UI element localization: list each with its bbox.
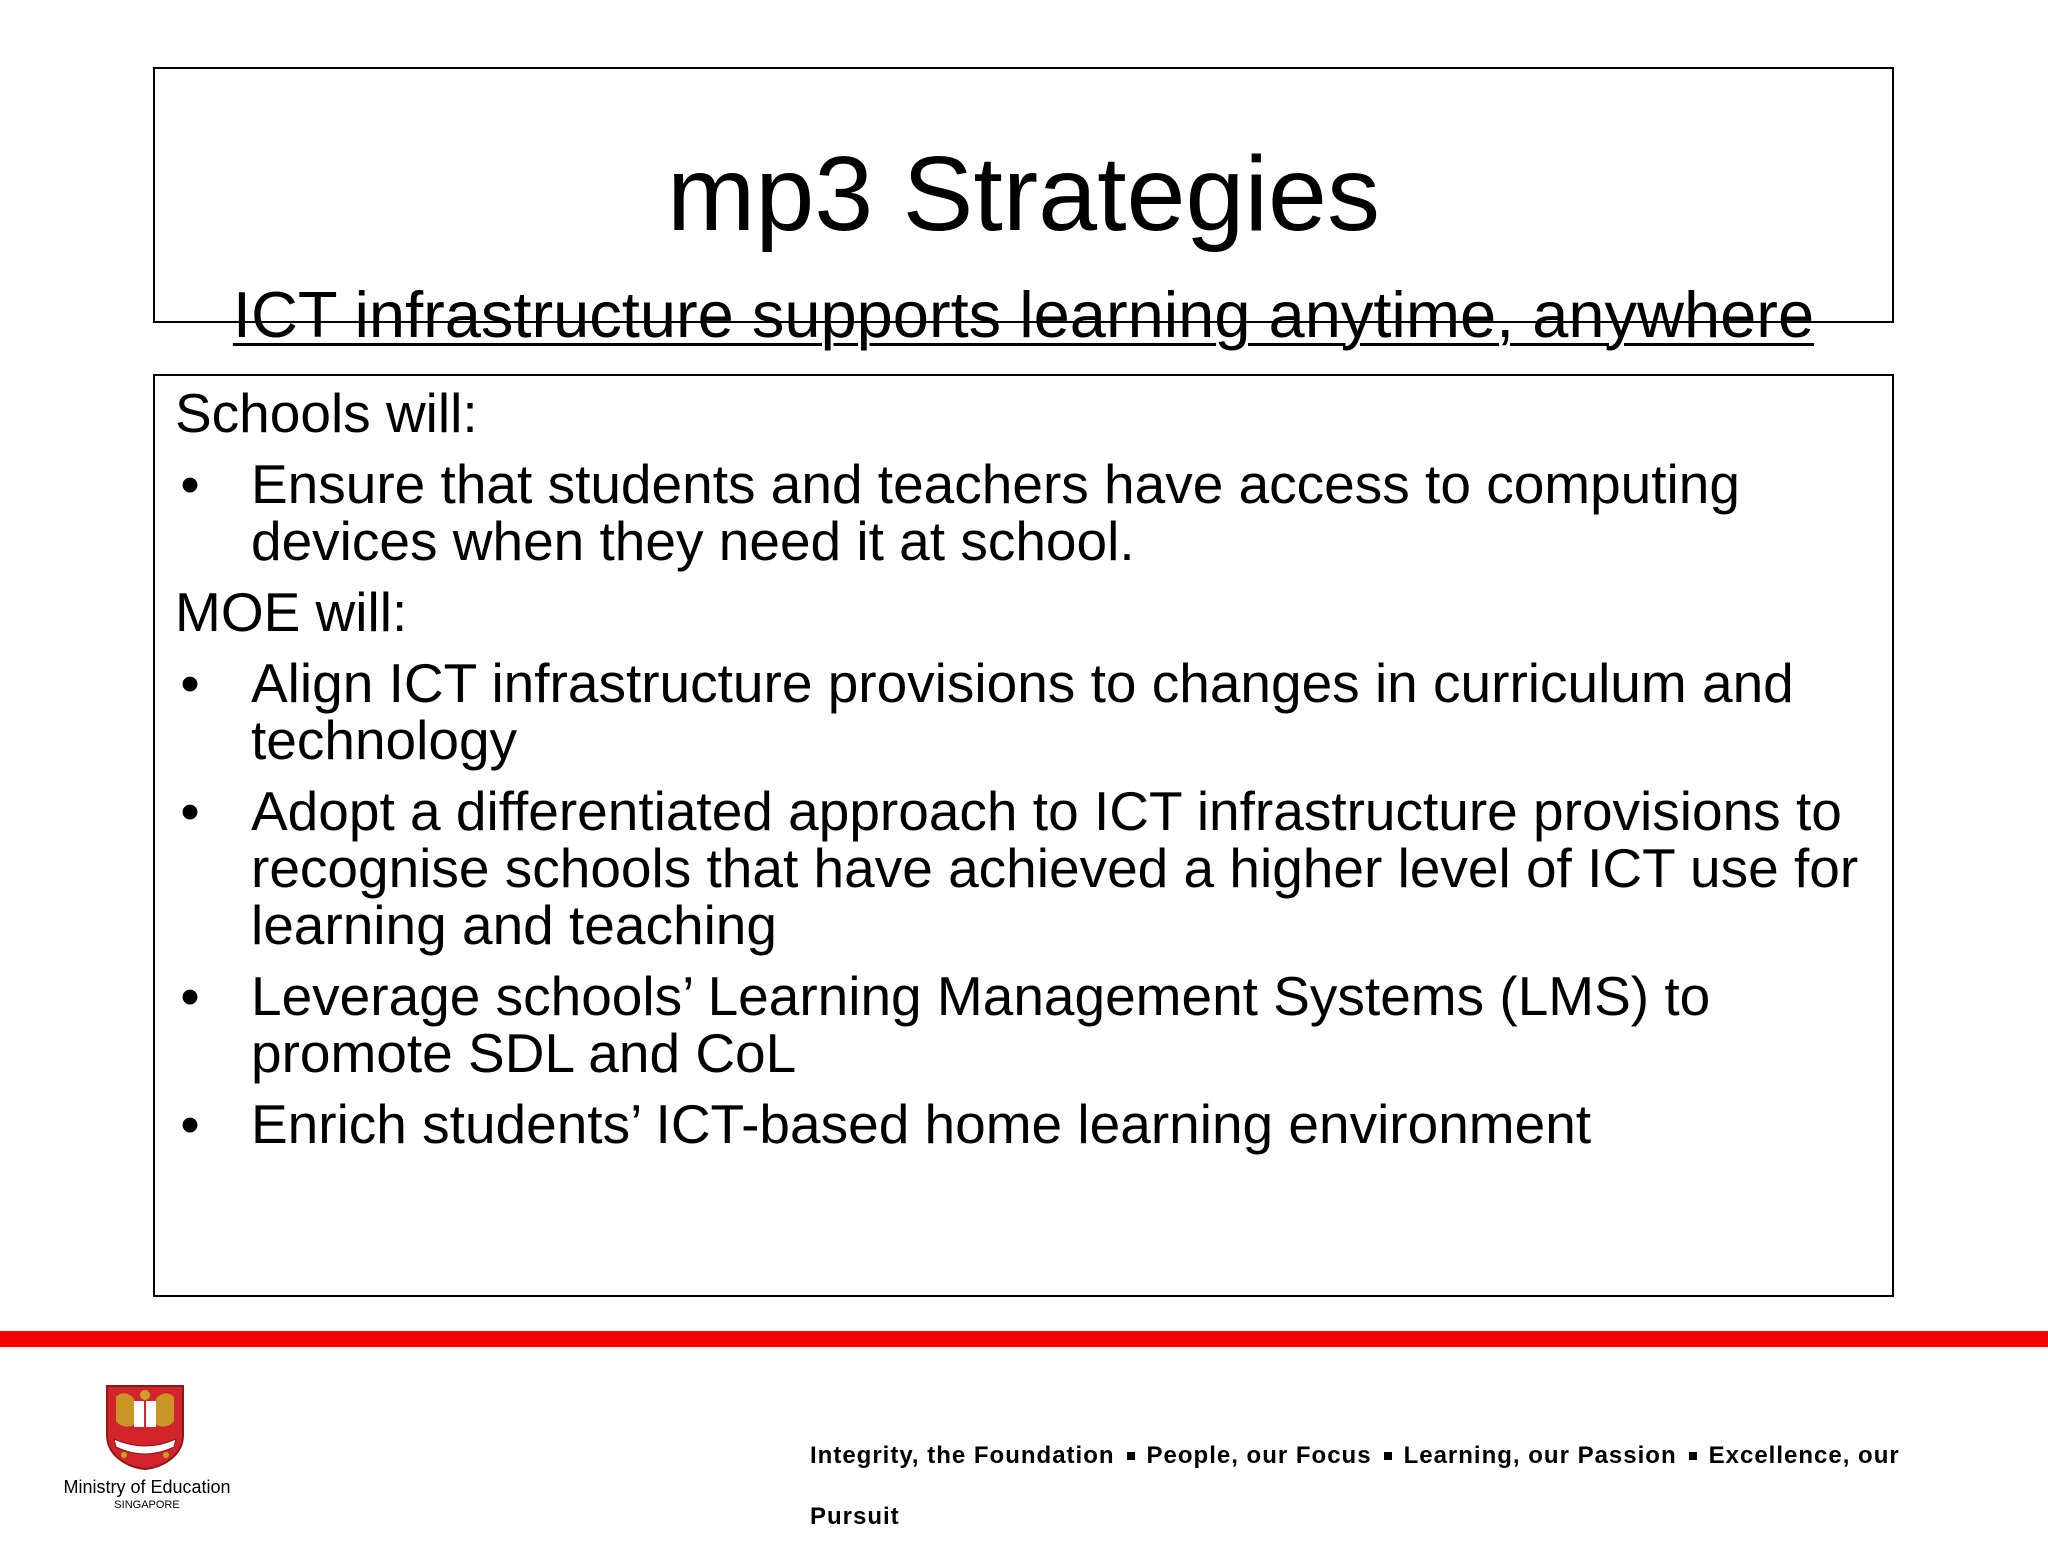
footer-motto bbox=[810, 1425, 1990, 1547]
list-item-text: Ensure that students and teachers have access to computing devices when they need it at school. bbox=[251, 453, 1740, 572]
slide-subtitle: ICT infrastructure supports learning anytime, anywhere bbox=[232, 278, 1815, 351]
motto-part: People, our Focus bbox=[1146, 1442, 1372, 1469]
logo-country: SINGAPORE bbox=[114, 1499, 180, 1511]
separator-square-icon bbox=[1689, 1452, 1697, 1460]
content-body bbox=[175, 382, 1874, 1155]
bullet-icon: • bbox=[180, 965, 200, 1027]
logo-name: Ministry of Education bbox=[63, 1477, 231, 1497]
list-item bbox=[175, 965, 1874, 1084]
bullet-icon: • bbox=[180, 1093, 200, 1155]
list-item-text: Leverage schools’ Learning Management Systems (LMS) to promote SDL and CoL bbox=[251, 965, 1711, 1084]
motto-part: Learning, our Passion bbox=[1403, 1442, 1677, 1469]
list-item-text: Enrich students’ ICT-based home learning environment bbox=[251, 1093, 1592, 1155]
schools-list bbox=[175, 453, 1874, 572]
bullet-icon: • bbox=[180, 453, 200, 515]
content-box bbox=[153, 374, 1894, 1297]
moe-crest-icon bbox=[104, 1383, 186, 1471]
bullet-icon: • bbox=[180, 652, 200, 714]
list-item bbox=[175, 780, 1874, 956]
list-item-text: Align ICT infrastructure provisions to changes in curriculum and technology bbox=[251, 652, 1794, 771]
moe-logo bbox=[62, 1380, 232, 1520]
title-box bbox=[153, 67, 1894, 351]
motto-part: Excellence, our Pursuit bbox=[810, 1442, 1900, 1530]
separator-square-icon bbox=[1127, 1452, 1135, 1460]
moe-list bbox=[175, 652, 1874, 1155]
list-item bbox=[175, 652, 1874, 771]
motto-part: Integrity, the Foundation bbox=[810, 1442, 1115, 1469]
list-item bbox=[175, 453, 1874, 572]
list-item-text: Adopt a differentiated approach to ICT infrastructure provisions to recognise schools that have achieved a higher level of ICT use for learning and teaching bbox=[251, 780, 1859, 956]
schools-heading: Schools will: bbox=[175, 382, 478, 444]
slide-title: mp3 Strategies bbox=[667, 135, 1380, 253]
list-item bbox=[175, 1093, 1874, 1155]
separator-square-icon bbox=[1384, 1452, 1392, 1460]
footer-accent-band bbox=[0, 1331, 2048, 1347]
bullet-icon: • bbox=[180, 780, 200, 842]
moe-heading: MOE will: bbox=[175, 581, 408, 643]
